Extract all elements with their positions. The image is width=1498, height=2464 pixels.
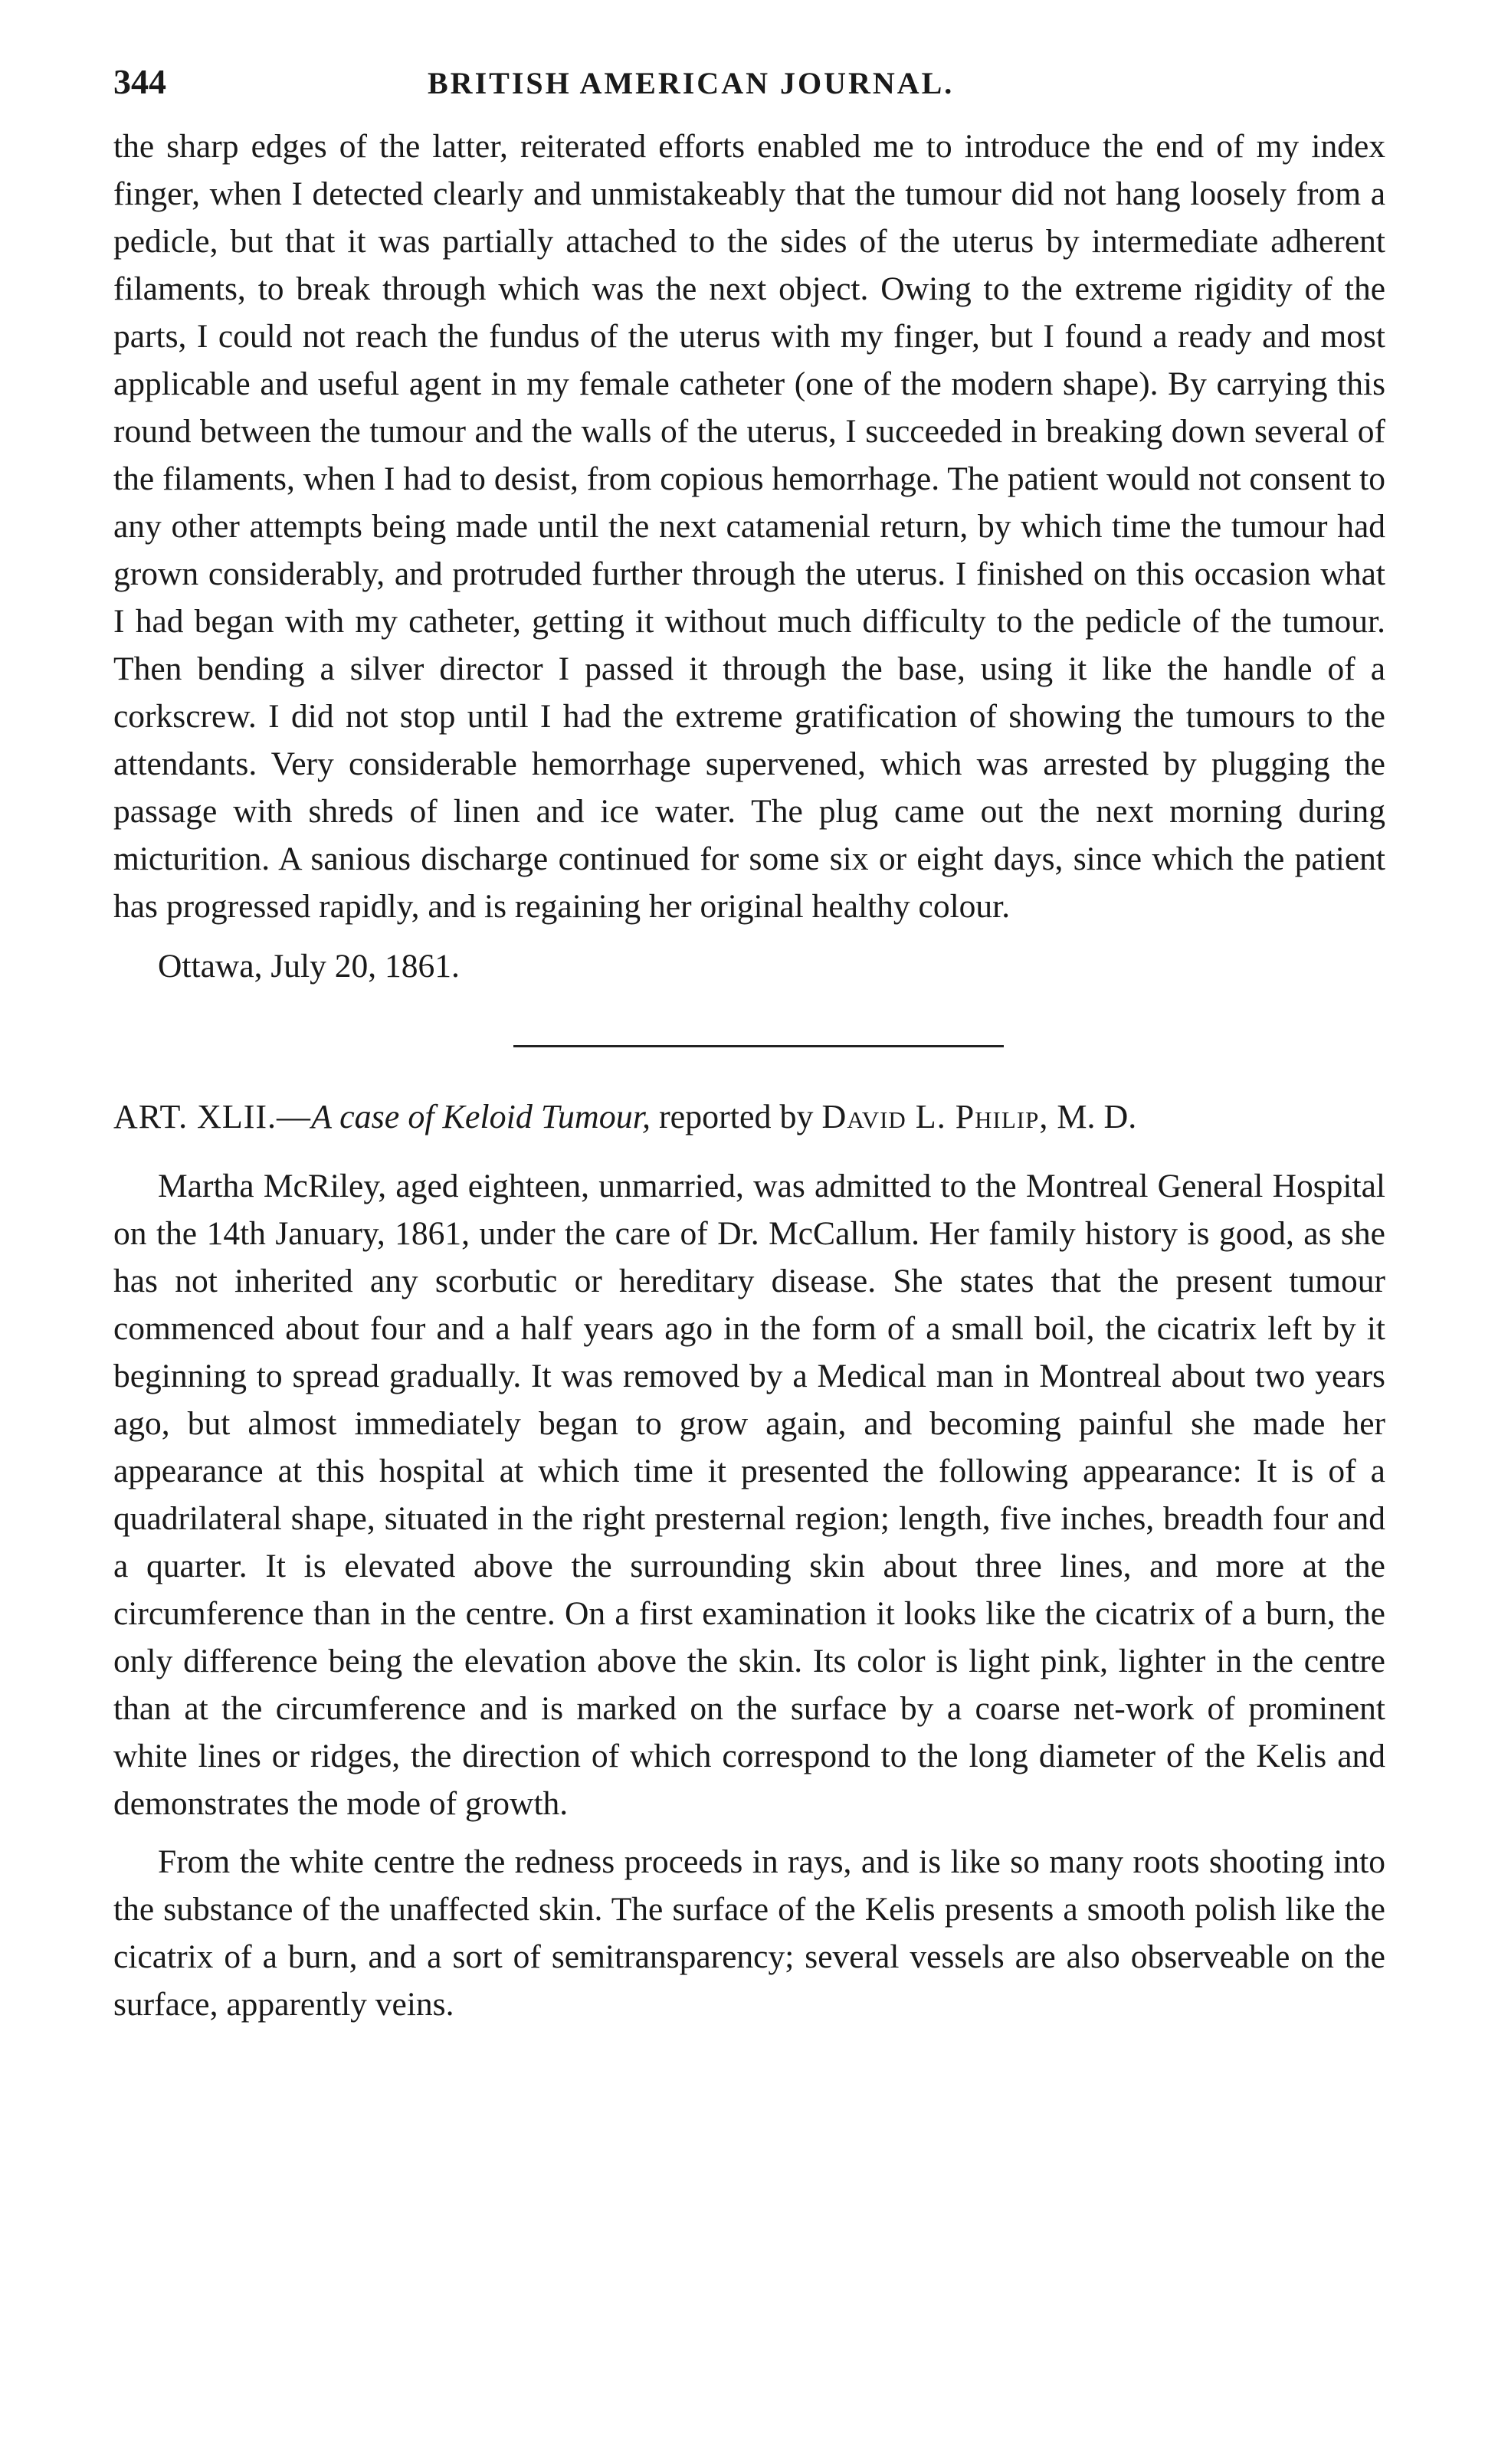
journal-page [113, 61, 1385, 2028]
article-number: ART. XLII.— [113, 1098, 312, 1135]
section-divider [513, 1045, 1004, 1047]
page-number: 344 [113, 62, 166, 101]
dateline: Ottawa, July 20, 1861. [158, 948, 460, 985]
article-degree: M. D. [1048, 1098, 1137, 1135]
article-heading [113, 1093, 1385, 1141]
article-byline-prefix: reported by [650, 1098, 822, 1135]
page-header [113, 61, 1385, 123]
article-author: David L. Philip, [821, 1098, 1049, 1135]
article-paragraph-2: From the white centre the redness proceeds in rays, and is like so many roots shooting into the substance of the unaffected skin. The surface of the Kelis presents a smooth polish like the cicatrix of a burn, and a sort of semitransparency; several vessels are also observeable on the surface, apparently veins. [113, 1843, 1385, 2023]
running-head: BRITISH AMERICAN JOURNAL. [428, 66, 955, 100]
article-title: A case of Keloid Tumour, [311, 1098, 651, 1135]
continuation-paragraph: the sharp edges of the latter, reiterated efforts enabled me to introduce the end of my index finger, when I detected clearly and unmistakeably that the tumour did not hang loosely from a pedicle, but that it was partially attached to the sides of the uterus by intermediate adherent filaments, to break through which was the next object. Owing to the extreme rigidity of the parts, I could not reach the fundus of the uterus with my finger, but I found a ready and most applicable and useful agent in my female catheter (one of the modern shape). By carrying this round between the tumour and the walls of the uterus, I succeeded in breaking down several of the filaments, when I had to desist, from copious hemorrhage. The patient would not consent to any other attempts being made until the next catamenial return, by which time the tumour had grown considerably, and protruded further through the uterus. I finished on this occasion what I had began with my catheter, getting it without much difficulty to the pedicle of the tumour. Then bending a silver director I passed it through the base, using it like the handle of a corkscrew. I did not stop until I had the extreme gratification of showing the tumours to the attendants. Very considerable hemorrhage supervened, which was arrested by plugging the passage with shreds of linen and ice water. The plug came out the next morning during micturition. A sanious discharge continued for some six or eight days, since which the patient has progressed rapidly, and is regaining her original healthy colour. [113, 128, 1385, 925]
article-paragraph-1: Martha McRiley, aged eighteen, unmarried, was admitted to the Montreal General Hospital on the 14th January, 1861, under the care of Dr. McCallum. Her family history is good, as she has not inherited any scorbutic or hereditary disease. She states that the present tumour commenced about four and a half years ago in the form of a small boil, the cicatrix left by it beginning to spread gradually. It was removed by a Medical man in Montreal about two years ago, but almost immediately began to grow again, and becoming painful she made her appearance at this hospital at which time it presented the following appearance: It is of a quadrilateral shape, situated in the right presternal region; length, five inches, breadth four and a quarter. It is elevated above the surrounding skin about three lines, and more at the circumference than in the centre. On a first examination it looks like the cicatrix of a burn, the only difference being the elevation above the skin. Its color is light pink, lighter in the centre than at the circumference and is marked on the surface by a coarse net-work of prominent white lines or ridges, the direction of which correspond to the long diameter of the Kelis and demonstrates the mode of growth. [113, 1168, 1385, 1822]
